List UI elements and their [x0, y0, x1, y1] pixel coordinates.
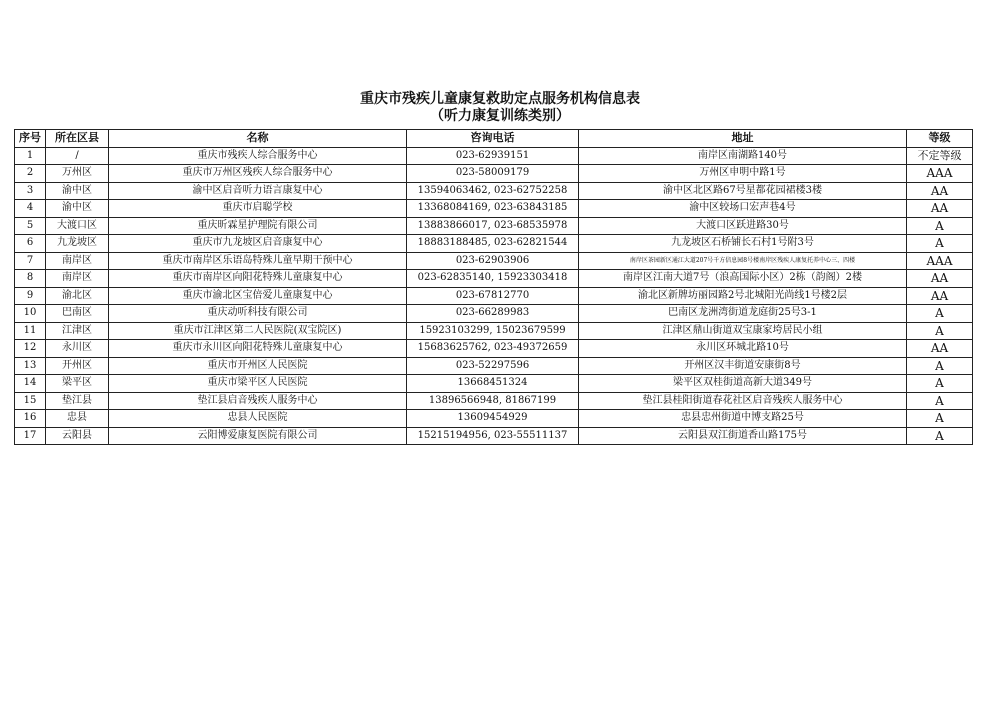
cell-name: 重庆市渝北区宝倍爱儿童康复中心: [109, 287, 407, 305]
cell-grade: AA: [907, 287, 973, 305]
cell-name: 重庆市梁平区人民医院: [109, 375, 407, 393]
table-row: [15, 392, 973, 410]
table-row: [15, 165, 973, 183]
cell-district: 渝中区: [46, 200, 109, 218]
cell-name: 重庆市残疾人综合服务中心: [109, 147, 407, 165]
cell-no: 1: [15, 147, 46, 165]
table-row: [15, 182, 973, 200]
cell-phone: 023-62835140, 15923303418: [407, 270, 579, 288]
cell-phone: 13896566948, 81867199: [407, 392, 579, 410]
cell-phone: 023-62939151: [407, 147, 579, 165]
cell-no: 8: [15, 270, 46, 288]
cell-address: 开州区汉丰街道安康街8号: [579, 357, 907, 375]
cell-address: 渝中区较场口宏声巷4号: [579, 200, 907, 218]
cell-name: 重庆市开州区人民医院: [109, 357, 407, 375]
header-address: 地址: [579, 130, 907, 148]
cell-address: 南岸区茶园新区通江大道207号千方信息园8号楼南岸区残疾人康复托养中心三、四楼: [579, 252, 907, 270]
header-name: 名称: [109, 130, 407, 148]
cell-address: 南岸区江南大道7号（浪高国际小区）2栋（韵阁）2楼: [579, 270, 907, 288]
cell-address: 垫江县桂阳街道春花社区启音残疾人服务中心: [579, 392, 907, 410]
cell-district: /: [46, 147, 109, 165]
cell-no: 12: [15, 340, 46, 358]
cell-name: 重庆市南岸区向阳花特殊儿童康复中心: [109, 270, 407, 288]
cell-grade: AA: [907, 340, 973, 358]
cell-name: 重庆昕霖星护理院有限公司: [109, 217, 407, 235]
table-row: [15, 357, 973, 375]
cell-name: 垫江县启音残疾人服务中心: [109, 392, 407, 410]
header-phone: 咨询电话: [407, 130, 579, 148]
cell-no: 11: [15, 322, 46, 340]
cell-district: 大渡口区: [46, 217, 109, 235]
cell-district: 九龙坡区: [46, 235, 109, 253]
cell-name: 重庆市南岸区乐语岛特殊儿童早期干预中心: [109, 252, 407, 270]
cell-address: 永川区环城北路10号: [579, 340, 907, 358]
table-row: [15, 235, 973, 253]
cell-phone: 18883188485, 023-62821544: [407, 235, 579, 253]
cell-phone: 023-66289983: [407, 305, 579, 323]
cell-address: 梁平区双桂街道高新大道349号: [579, 375, 907, 393]
cell-district: 巴南区: [46, 305, 109, 323]
cell-district: 开州区: [46, 357, 109, 375]
cell-phone: 15215194956, 023-55511137: [407, 427, 579, 445]
cell-grade: A: [907, 305, 973, 323]
cell-address: 九龙坡区石桥铺长石村1号附3号: [579, 235, 907, 253]
cell-no: 2: [15, 165, 46, 183]
cell-district: 渝中区: [46, 182, 109, 200]
cell-district: 万州区: [46, 165, 109, 183]
table-row: [15, 427, 973, 445]
page-subtitle: （听力康复训练类别）: [430, 108, 570, 124]
cell-address: 巴南区龙洲湾街道龙庭街25号3-1: [579, 305, 907, 323]
cell-name: 重庆市启聪学校: [109, 200, 407, 218]
cell-name: 忠县人民医院: [109, 410, 407, 428]
table-row: [15, 287, 973, 305]
institution-table: [14, 129, 973, 445]
table-header-row: [15, 130, 973, 148]
cell-name: 渝中区启音听力语言康复中心: [109, 182, 407, 200]
cell-phone: 023-58009179: [407, 165, 579, 183]
cell-grade: AAA: [907, 252, 973, 270]
cell-no: 4: [15, 200, 46, 218]
cell-district: 垫江县: [46, 392, 109, 410]
cell-grade: AA: [907, 270, 973, 288]
cell-phone: 13594063462, 023-62752258: [407, 182, 579, 200]
cell-no: 7: [15, 252, 46, 270]
cell-phone: 13368084169, 023-63843185: [407, 200, 579, 218]
table-row: [15, 252, 973, 270]
cell-grade: AA: [907, 182, 973, 200]
cell-name: 重庆市江津区第二人民医院(双宝院区): [109, 322, 407, 340]
cell-name: 重庆动听科技有限公司: [109, 305, 407, 323]
cell-district: 忠县: [46, 410, 109, 428]
cell-no: 17: [15, 427, 46, 445]
cell-address: 忠县忠州街道中博支路25号: [579, 410, 907, 428]
table-row: [15, 200, 973, 218]
cell-name: 重庆市永川区向阳花特殊儿童康复中心: [109, 340, 407, 358]
table-row: [15, 322, 973, 340]
cell-district: 南岸区: [46, 252, 109, 270]
cell-no: 9: [15, 287, 46, 305]
cell-no: 10: [15, 305, 46, 323]
cell-address: 渝中区北区路67号星都花园裙楼3楼: [579, 182, 907, 200]
cell-grade: A: [907, 322, 973, 340]
cell-phone: 023-67812770: [407, 287, 579, 305]
cell-grade: A: [907, 427, 973, 445]
cell-district: 南岸区: [46, 270, 109, 288]
cell-grade: 不定等级: [907, 147, 973, 165]
cell-district: 梁平区: [46, 375, 109, 393]
cell-grade: A: [907, 375, 973, 393]
cell-address: 万州区申明中路1号: [579, 165, 907, 183]
header-grade: 等级: [907, 130, 973, 148]
table-row: [15, 375, 973, 393]
cell-phone: 023-52297596: [407, 357, 579, 375]
page-title: 重庆市残疾儿童康复救助定点服务机构信息表: [360, 91, 640, 107]
cell-grade: AAA: [907, 165, 973, 183]
cell-no: 13: [15, 357, 46, 375]
table-row: [15, 410, 973, 428]
cell-no: 5: [15, 217, 46, 235]
cell-address: 云阳县双江街道香山路175号: [579, 427, 907, 445]
cell-no: 6: [15, 235, 46, 253]
cell-address: 南岸区南湖路140号: [579, 147, 907, 165]
cell-grade: A: [907, 217, 973, 235]
table-row: [15, 340, 973, 358]
cell-no: 3: [15, 182, 46, 200]
cell-address: 渝北区新牌坊丽园路2号北城阳光尚线1号楼2层: [579, 287, 907, 305]
cell-address: 大渡口区跃进路30号: [579, 217, 907, 235]
cell-no: 16: [15, 410, 46, 428]
cell-grade: A: [907, 392, 973, 410]
cell-district: 永川区: [46, 340, 109, 358]
table-row: [15, 217, 973, 235]
table-row: [15, 147, 973, 165]
cell-district: 渝北区: [46, 287, 109, 305]
header-no: 序号: [15, 130, 46, 148]
cell-name: 重庆市万州区残疾人综合服务中心: [109, 165, 407, 183]
cell-district: 江津区: [46, 322, 109, 340]
cell-phone: 13883866017, 023-68535978: [407, 217, 579, 235]
cell-grade: A: [907, 235, 973, 253]
cell-phone: 15923103299, 15023679599: [407, 322, 579, 340]
cell-grade: AA: [907, 200, 973, 218]
cell-name: 重庆市九龙坡区启音康复中心: [109, 235, 407, 253]
cell-grade: A: [907, 410, 973, 428]
cell-phone: 15683625762, 023-49372659: [407, 340, 579, 358]
cell-no: 15: [15, 392, 46, 410]
cell-grade: A: [907, 357, 973, 375]
cell-phone: 13668451324: [407, 375, 579, 393]
cell-no: 14: [15, 375, 46, 393]
cell-district: 云阳县: [46, 427, 109, 445]
cell-phone: 13609454929: [407, 410, 579, 428]
cell-address: 江津区鼎山街道双宝康家垮居民小组: [579, 322, 907, 340]
table-row: [15, 305, 973, 323]
cell-name: 云阳博爱康复医院有限公司: [109, 427, 407, 445]
table-row: [15, 270, 973, 288]
header-district: 所在区县: [46, 130, 109, 148]
cell-phone: 023-62903906: [407, 252, 579, 270]
